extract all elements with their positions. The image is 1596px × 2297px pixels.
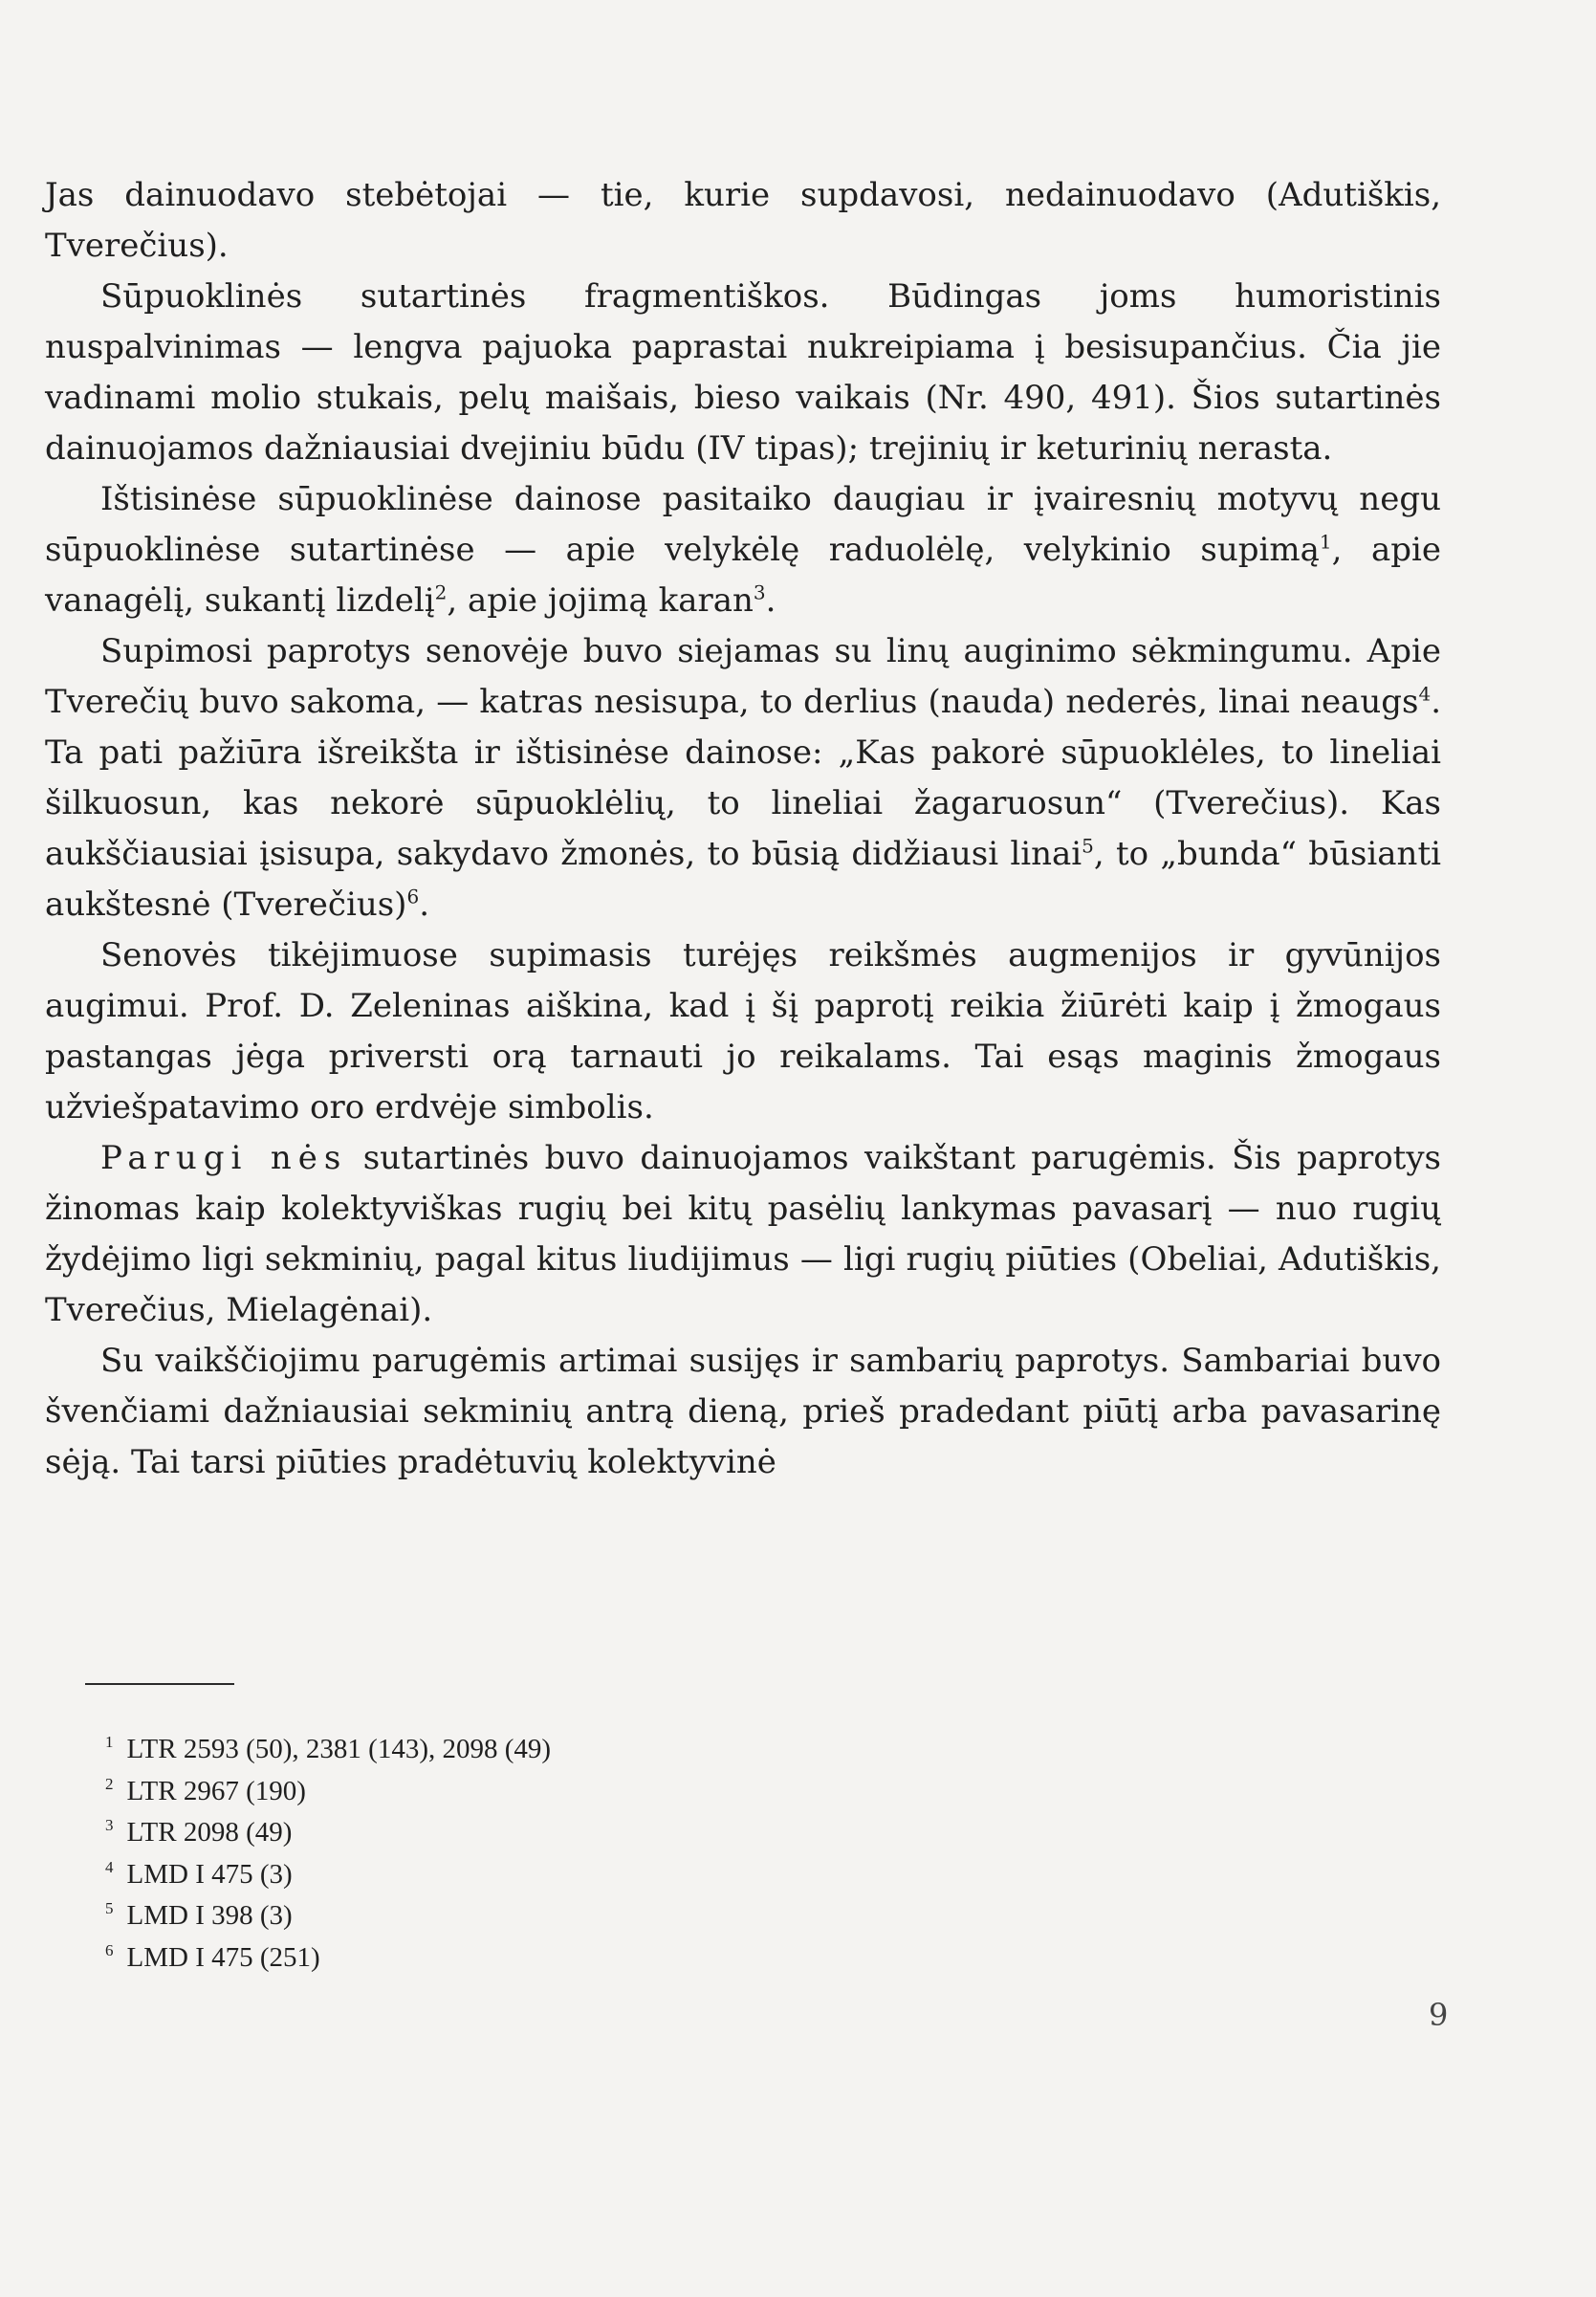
text-run: , apie jojimą karan (447, 581, 754, 620)
text-run: . Ta pati pažiūra išreikšta ir ištisinėse dainose: „Kas pakorė sūpuoklėles, to lineliai šilkuosun, kas nekorė sūpuoklėlių, to lineliai žagaruosun“ (Tverečius). Kas aukščiausiai įsisupa, sakydavo žmonės, to būsią didžiausi linai (45, 683, 1441, 873)
footnote-item (105, 1729, 551, 1771)
footnote-ref: 3 (753, 580, 766, 604)
text-run: , apie vanagėlį, sukantį lizdelį (45, 531, 1441, 620)
text-run: . (765, 581, 776, 620)
paragraph-6 (45, 1133, 1441, 1336)
page-number: 9 (1429, 1997, 1449, 2033)
footnote-number: 1 (105, 1733, 114, 1752)
footnote-text: LMD I 475 (3) (126, 1858, 293, 1890)
footnote-number: 5 (105, 1899, 114, 1918)
paragraph-3 (45, 474, 1441, 626)
footnote-item (105, 1937, 551, 1980)
paragraph-7 (45, 1336, 1441, 1488)
footnote-text: LTR 2967 (190) (126, 1775, 306, 1806)
paragraph-5 (45, 930, 1441, 1133)
footnote-item (105, 1812, 551, 1854)
text-run: Ištisinėse sūpuoklinėse dainose pasitaiko daugiau ir įvairesnių motyvų negu sūpuoklinėse sutartinėse — apie velykėlę raduolėlę, velykinio supimą (45, 480, 1441, 569)
footnote-text: LMD I 475 (251) (126, 1941, 320, 1973)
paragraph-2 (45, 272, 1441, 474)
footnote-divider (85, 1683, 234, 1685)
text-run: Sūpuoklinės sutartinės fragmentiškos. Būdingas joms humoristinis nuspalvinimas — lengva pajuoka paprastai nukreipiama į besisupančius. Čia jie vadinami molio stukais, pelų maišais, bieso vaikais (Nr. 490, 491). Šios sutartinės dainuojamos dažniausiai dvejiniu būdu (IV tipas); trejinių ir keturinių nerasta. (45, 277, 1441, 468)
spaced-term: Parugi nės (100, 1139, 348, 1177)
footnote-item (105, 1895, 551, 1937)
footnote-ref: 1 (1319, 530, 1332, 554)
footnote-text: LMD I 398 (3) (126, 1900, 293, 1931)
paragraph-1 (45, 170, 1441, 272)
text-run: , to „bunda“ būsianti aukštesnė (Tverečius) (45, 835, 1441, 924)
footnote-ref: 6 (406, 885, 420, 908)
text-run: . (419, 886, 429, 924)
footnote-number: 2 (105, 1774, 114, 1793)
footnote-text: LTR 2593 (50), 2381 (143), 2098 (49) (126, 1734, 552, 1764)
footnote-ref: 2 (434, 580, 448, 604)
text-run: Supimosi paprotys senovėje buvo siejamas su linų auginimo sėkmingumu. Apie Tverečių buvo sakoma, — katras nesisupa, to derlius (nauda) nederės, linai neaugs (45, 632, 1441, 721)
text-run: Su vaikščiojimu parugėmis artimai susijęs ir sambarių paprotys. Sambariai buvo švenčiami dažniausiai sekminių antrą dieną, prieš pradedant piūtį arba pavasarinę sėją. Tai tarsi piūties pradėtuvių kolektyvinė (45, 1342, 1441, 1481)
paragraph-4 (45, 626, 1441, 930)
text-run: Jas dainuodavo stebėtojai — tie, kurie supdavosi, nedainuodavo (Adutiškis, Tverečius). (45, 176, 1441, 265)
footnote-number: 3 (105, 1816, 114, 1835)
text-run: Senovės tikėjimuose supimasis turėjęs reikšmės augmenijos ir gyvūnijos augimui. Prof. D. Zeleninas aiškina, kad į šį paprotį reikia žiūrėti kaip į žmogaus pastangas jėga priversti orą tarnauti jo reikalams. Tai esąs maginis žmogaus užviešpatavimo oro erdvėje simbolis. (45, 936, 1441, 1127)
footnotes (105, 1729, 551, 1979)
text-run: sutartinės buvo dainuojamos vaikštant parugėmis. Šis paprotys žinomas kaip kolektyviškas rugių bei kitų pasėlių lankymas pavasarį — nuo rugių žydėjimo ligi sekminių, pagal kitus liudijimus — ligi rugių piūties (Obeliai, Adutiškis, Tverečius, Mielagėnai). (45, 1139, 1442, 1329)
footnote-ref: 4 (1418, 682, 1432, 706)
footnote-number: 6 (105, 1940, 114, 1959)
footnote-ref: 5 (1082, 834, 1094, 858)
footnote-text: LTR 2098 (49) (126, 1817, 293, 1848)
footnote-item (105, 1771, 551, 1813)
footnote-item (105, 1854, 551, 1896)
footnote-number: 4 (105, 1857, 114, 1876)
body-text (45, 170, 1441, 1488)
